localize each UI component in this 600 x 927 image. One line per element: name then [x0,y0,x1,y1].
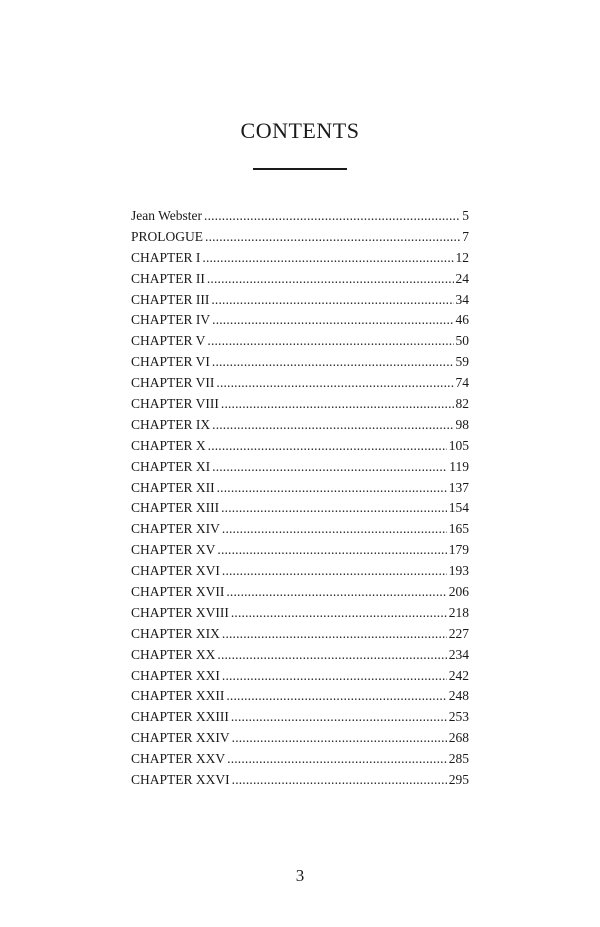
toc-entry[interactable] [131,415,469,436]
toc-entry[interactable] [131,498,469,519]
dot-leader [202,248,453,269]
toc-entry-page: 105 [448,437,469,453]
toc-entry-label: CHAPTER VIII [131,396,219,412]
toc-entry[interactable] [131,519,469,540]
toc-entry[interactable] [131,707,469,728]
toc-entry-label: CHAPTER XXI [131,667,220,683]
toc-entry[interactable] [131,582,469,603]
toc-entry-page: 12 [455,249,469,265]
toc-entry-page: 154 [448,500,469,516]
toc-entry-label: CHAPTER III [131,291,210,307]
toc-entry-label: CHAPTER IV [131,312,211,328]
toc-entry-label: CHAPTER XIX [131,625,220,641]
toc-entry[interactable] [131,728,469,749]
toc-entry-label: CHAPTER XXV [131,751,226,767]
toc-entry-page: 253 [448,709,469,725]
toc-entry-label: CHAPTER XVII [131,584,225,600]
toc-entry-page: 98 [455,416,469,432]
toc-entry-label: CHAPTER V [131,333,206,349]
toc-entry-page: 50 [455,333,469,349]
toc-entry-label: CHAPTER XXVI [131,772,230,788]
toc-entry-page: 268 [448,730,469,746]
toc-entry-page: 179 [448,542,469,558]
toc-entry-label: PROLOGUE [131,228,204,244]
dot-leader [212,415,453,436]
toc-entry-page: 82 [455,396,469,412]
dot-leader [204,206,460,227]
toc-entry-page: 218 [448,604,469,620]
dot-leader [216,373,453,394]
dot-leader [226,686,446,707]
dot-leader [212,310,453,331]
dot-leader [231,707,447,728]
toc-entry-page: 285 [448,751,469,767]
dot-leader [205,227,460,248]
dot-leader [208,436,447,457]
toc-entry-label: CHAPTER XXIII [131,709,229,725]
toc-entry-label: CHAPTER I [131,249,201,265]
dot-leader [212,352,454,373]
toc-entry-page: 34 [455,291,469,307]
toc-entry-page: 242 [448,667,469,683]
toc-entry-page: 59 [455,354,469,370]
dot-leader [222,624,447,645]
toc-entry[interactable] [131,624,469,645]
dot-leader [221,498,447,519]
dot-leader [217,540,446,561]
toc-entry-page: 234 [448,646,469,662]
dot-leader [222,666,447,687]
toc-entry[interactable] [131,352,469,373]
toc-entry[interactable] [131,248,469,269]
toc-entry-page: 165 [448,521,469,537]
toc-entry-label: CHAPTER XIV [131,521,220,537]
toc-entry-label: CHAPTER VII [131,375,215,391]
toc-entry[interactable] [131,227,469,248]
dot-leader [227,749,447,770]
toc-entry-label: CHAPTER II [131,270,205,286]
toc-entry[interactable] [131,561,469,582]
toc-entry[interactable] [131,645,469,666]
toc-entry-page: 24 [455,270,469,286]
toc-entry[interactable] [131,770,469,791]
toc-entry-label: CHAPTER XI [131,458,211,474]
toc-entry[interactable] [131,666,469,687]
dot-leader [231,603,447,624]
dot-leader [222,561,447,582]
toc-entry-page: 46 [455,312,469,328]
toc-entry-label: CHAPTER XVI [131,563,220,579]
dot-leader [221,394,454,415]
dot-leader [211,290,453,311]
toc-entry-page: 74 [455,375,469,391]
toc-entry-page: 5 [462,208,469,223]
dot-leader [226,582,446,603]
toc-entry[interactable] [131,290,469,311]
toc-entry-page: 7 [462,228,469,244]
toc-entry-label: CHAPTER XXIV [131,730,230,746]
toc-entry-label: Jean Webster [131,208,203,223]
toc-entry[interactable] [131,373,469,394]
toc-entry-page: 206 [448,584,469,600]
dot-leader [217,478,447,499]
toc-entry[interactable] [131,457,469,478]
dot-leader [217,645,446,666]
page-title: CONTENTS [240,118,360,143]
toc-entry-page: 227 [448,625,469,641]
toc-entry-page: 137 [448,479,469,495]
title-underline [253,168,347,170]
toc-entry-label: CHAPTER IX [131,416,211,432]
toc-entry-label: CHAPTER XX [131,646,216,662]
toc-entry-label: CHAPTER XXII [131,688,225,704]
toc-entry-page: 119 [449,458,469,474]
toc-entry-label: CHAPTER XII [131,479,215,495]
toc-entry-page: 248 [448,688,469,704]
toc-entry[interactable] [131,206,469,227]
dot-leader [207,331,453,352]
toc-entry-label: CHAPTER XIII [131,500,220,516]
dot-leader [232,728,447,749]
toc-entry-page: 193 [448,563,469,579]
page-number: 3 [295,866,305,885]
toc-entry-label: CHAPTER X [131,437,206,453]
dot-leader [212,457,447,478]
toc-entry[interactable] [131,603,469,624]
toc-entry-label: CHAPTER XVIII [131,604,229,620]
dot-leader [222,519,447,540]
table-of-contents [131,206,469,791]
toc-entry[interactable] [131,269,469,290]
toc-entry[interactable] [131,540,469,561]
toc-entry[interactable] [131,478,469,499]
dot-leader [232,770,447,791]
toc-entry-label: CHAPTER XV [131,542,216,558]
toc-entry[interactable] [131,394,469,415]
toc-entry[interactable] [131,331,469,352]
toc-entry[interactable] [131,436,469,457]
toc-entry-page: 295 [448,772,469,788]
toc-entry[interactable] [131,749,469,770]
toc-entry-label: CHAPTER VI [131,354,210,370]
dot-leader [207,269,454,290]
toc-entry[interactable] [131,310,469,331]
toc-entry[interactable] [131,686,469,707]
